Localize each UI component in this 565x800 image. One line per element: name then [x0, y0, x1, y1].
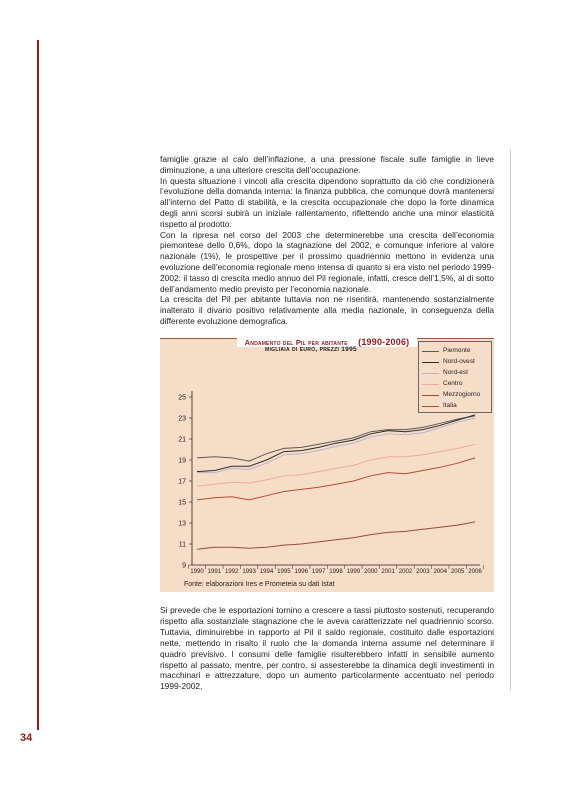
legend-label: Nord-ovest [443, 358, 475, 365]
y-tick-label: 9 [182, 562, 186, 570]
x-tick-label: 2001 [381, 568, 395, 575]
legend-item [419, 368, 491, 378]
x-tick-label: 2000 [363, 568, 378, 575]
x-tick-label: 1991 [207, 568, 222, 575]
y-tick-label: 21 [178, 436, 186, 444]
x-tick-label: 2004 [433, 568, 448, 575]
legend-swatch [422, 395, 439, 396]
x-tick-label: 1992 [224, 568, 239, 575]
x-tick-label: 2005 [450, 568, 465, 575]
x-tick-label: 2003 [416, 568, 430, 575]
series-line-nord-est [197, 418, 475, 473]
legend-label: Piemonte [443, 347, 471, 354]
legend-item [419, 357, 491, 367]
legend-item [419, 390, 491, 400]
paragraph-1: famiglie grazie al calo dell’inflazione, a una pressione fiscale sulle famiglie in lieve diminuzione, a una ulteriore crescita dell’occupazione. [160, 154, 494, 175]
legend-item [419, 401, 491, 411]
series-line-italia [197, 458, 475, 500]
legend-label: Centro [443, 380, 463, 387]
chart-subtitle: migliaia di euro, prezzi 1995 [265, 346, 357, 353]
series-line-piemonte [197, 416, 475, 461]
paragraph-4: La crescita del Pil per abitante tuttavia non ne risentirà, mantenendo sostanzialmente inalterato il divario positivo relativamente alla media nazionale, in conseguenza della differente evoluzione demografica. [160, 294, 494, 326]
legend-swatch [422, 373, 439, 374]
legend-label: Nord-est [443, 369, 468, 376]
legend-label: Mezzogiorno [443, 391, 481, 398]
legend-swatch [422, 351, 439, 352]
y-tick-label: 11 [178, 541, 186, 549]
x-tick-label: 1997 [311, 568, 326, 575]
chart-box [160, 338, 494, 592]
series-line-centro [197, 444, 475, 486]
x-tick-label: 1998 [329, 568, 343, 575]
y-tick-label: 25 [178, 394, 186, 402]
x-tick-label: 1999 [346, 568, 361, 575]
chart-title-text: Andamento del Pil per abitante [241, 338, 352, 347]
paragraph-5: Si prevede che le esportazioni tornino a crescere a tassi piuttosto sostenuti, recuperando rispetto alla sostanziale stagnazione che le aveva caratterizzate nel quadriennio scorso. Tuttavia, diminuirebbe in rapporto al Pil il saldo regionale, costituito dalle esportazioni nette, mettendo in risalto il ruolo che la domanda interna assume nel determinare il quadro previsivo. I consumi delle famiglie risulterebbero infatti in sensibile aumento rispetto al passato, mentre, per contro, si assesterebbe la dinamica degli investimenti in macchinari e attrezzature, dopo un aumento particolarmente accentuato nel periodo 1999-2002, [160, 605, 494, 692]
x-tick-label: 1996 [294, 568, 309, 575]
x-tick-label: 2006 [468, 568, 482, 575]
x-tick-label: 1993 [242, 568, 256, 575]
legend-swatch [422, 362, 439, 363]
series-line-mezzogiorno [197, 522, 475, 549]
chart-legend [418, 341, 492, 413]
body-text-top [160, 154, 494, 327]
chart-source: Fonte: elaborazioni Ires e Prometeia su dati Istat [184, 581, 335, 588]
legend-item [419, 379, 491, 389]
x-tick-label: 1990 [190, 568, 204, 575]
x-tick-label: 1994 [259, 568, 274, 575]
chart-title-years: (1990-2006) [354, 337, 413, 347]
y-tick-label: 13 [178, 520, 186, 528]
legend-label: Italia [443, 402, 457, 409]
page-number: 34 [20, 732, 33, 744]
paragraph-2: In questa situazione i vincoli alla crescita dipendono soprattutto da ciò che condizionerà l’evoluzione della domanda interna: la finanza pubblica, che comunque dovrà mantenersi all’interno del Patto di stabilità, e la crescita occupazionale che dopo la forte dinamica degli anni scorsi subirà un iniziale rallentamento, riflettendo anche una minor elasticità rispetto al prodotto. [160, 175, 494, 229]
paragraph-3: Con la ripresa nel corso del 2003 che determinerebbe una crescita dell’economia piemontese dello 0,6%, dopo la stagnazione del 2002, e comunque inferiore al valore nazionale (1%), le prospettive per il prossimo quadriennio mettono in evidenza una evoluzione dell’economia regionale meno intensa di quanto si era visto nel periodo 1999-2002: il tasso di crescita medio annuo del Pil regionale, infatti, cresce dell’1,5%, al di sotto dell’andamento medio previsto per l’economia nazionale. [160, 229, 494, 294]
legend-item [419, 346, 491, 356]
series-line-nord-ovest [197, 415, 475, 472]
legend-swatch [422, 406, 439, 407]
y-tick-label: 19 [178, 457, 186, 465]
y-tick-label: 15 [178, 499, 186, 507]
margin-rule [37, 40, 39, 730]
x-tick-label: 1995 [277, 568, 291, 575]
y-tick-label: 17 [178, 478, 186, 486]
x-tick-label: 2002 [398, 568, 413, 575]
column-rule [510, 150, 511, 690]
legend-swatch [422, 384, 439, 385]
body-text-bottom [160, 605, 494, 692]
y-tick-label: 23 [178, 415, 186, 423]
